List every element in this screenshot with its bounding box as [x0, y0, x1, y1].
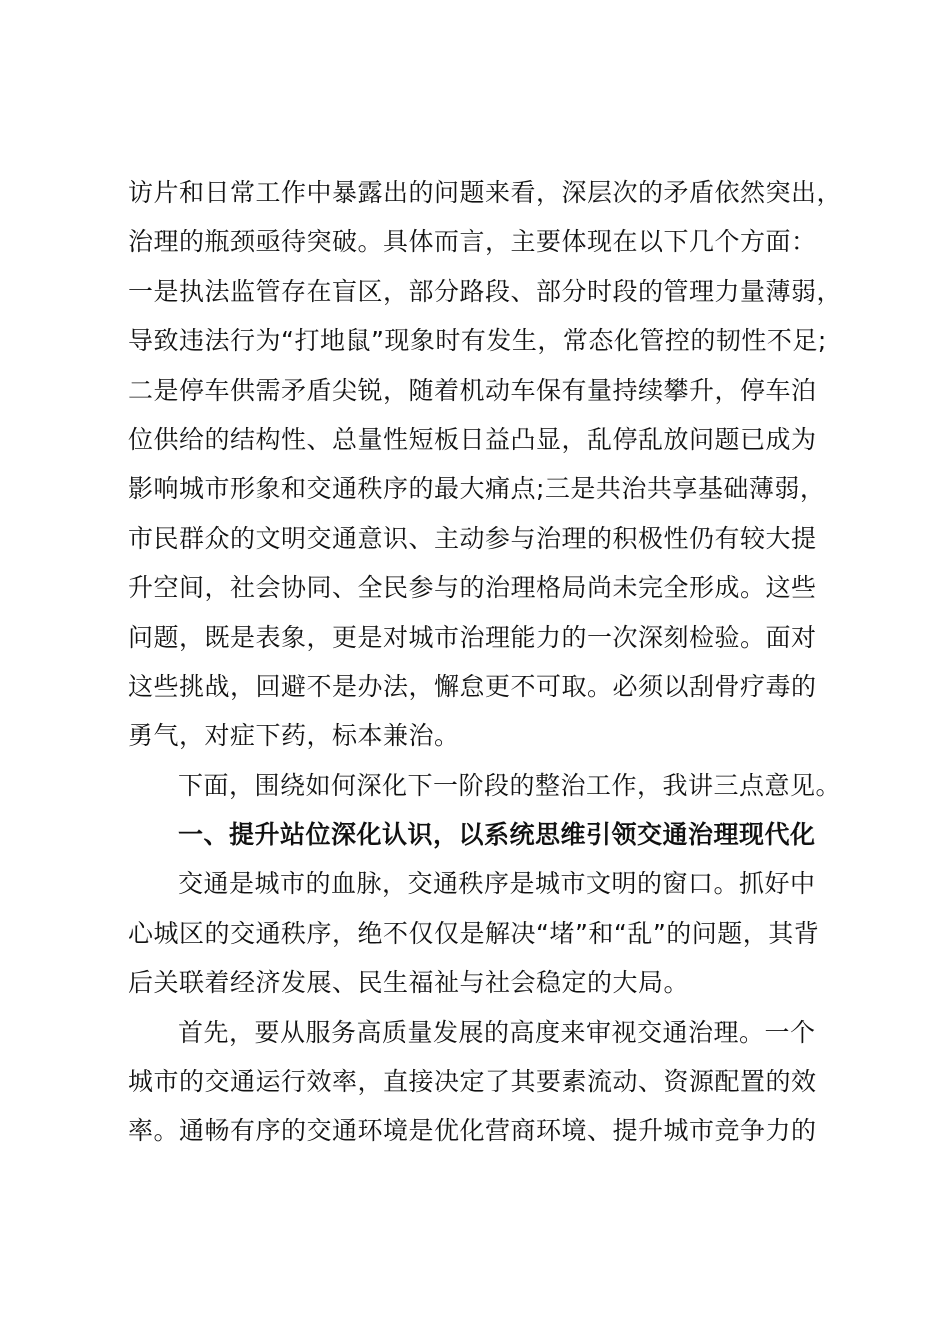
- text-line: 治理的瓶颈亟待突破。具体而言，主要体现在以下几个方面：: [128, 227, 817, 257]
- text-line: 城市的交通运行效率，直接决定了其要素流动、资源配置的效: [128, 1067, 817, 1097]
- text-line: 下面，围绕如何深化下一阶段的整治工作，我讲三点意见。: [178, 770, 842, 800]
- text-line: 导致违法行为“打地鼠”现象时有发生，常态化管控的韧性不足;: [128, 326, 827, 356]
- text-line: 访片和日常工作中暴露出的问题来看，深层次的矛盾依然突出，: [128, 178, 843, 207]
- text-line: 这些挑战，回避不是办法，懈怠更不可取。必须以刮骨疗毒的: [128, 671, 817, 701]
- text-line: 交通是城市的血脉，交通秩序是城市文明的窗口。抓好中: [178, 869, 816, 899]
- text-line: 市民群众的文明交通意识、主动参与治理的积极性仍有较大提: [128, 523, 817, 553]
- text-line: 二是停车供需矛盾尖锐，随着机动车保有量持续攀升，停车泊: [128, 375, 817, 405]
- text-line: 后关联着经济发展、民生福祉与社会稳定的大局。: [128, 968, 690, 998]
- text-line: 升空间，社会协同、全民参与的治理格局尚未完全形成。这些: [128, 573, 817, 603]
- text-line: 位供给的结构性、总量性短板日益凸显，乱停乱放问题已成为: [128, 424, 817, 454]
- text-line: 一是执法监管存在盲区，部分路段、部分时段的管理力量薄弱，: [128, 276, 843, 306]
- section-heading: 一、提升站位深化认识，以系统思维引领交通治理现代化: [178, 820, 816, 850]
- text-line: 首先，要从服务高质量发展的高度来审视交通治理。一个: [178, 1017, 816, 1047]
- text-line: 率。通畅有序的交通环境是优化营商环境、提升城市竞争力的: [128, 1116, 817, 1146]
- text-line: 勇气，对症下药，标本兼治。: [128, 721, 460, 751]
- text-line: 影响城市形象和交通秩序的最大痛点;三是共治共享基础薄弱，: [128, 474, 826, 504]
- body-text: [128, 168, 848, 1156]
- text-line: 心城区的交通秩序，绝不仅仅是解决“堵”和“乱”的问题，其背: [128, 918, 820, 948]
- text-line: 问题，既是表象，更是对城市治理能力的一次深刻检验。面对: [128, 622, 817, 652]
